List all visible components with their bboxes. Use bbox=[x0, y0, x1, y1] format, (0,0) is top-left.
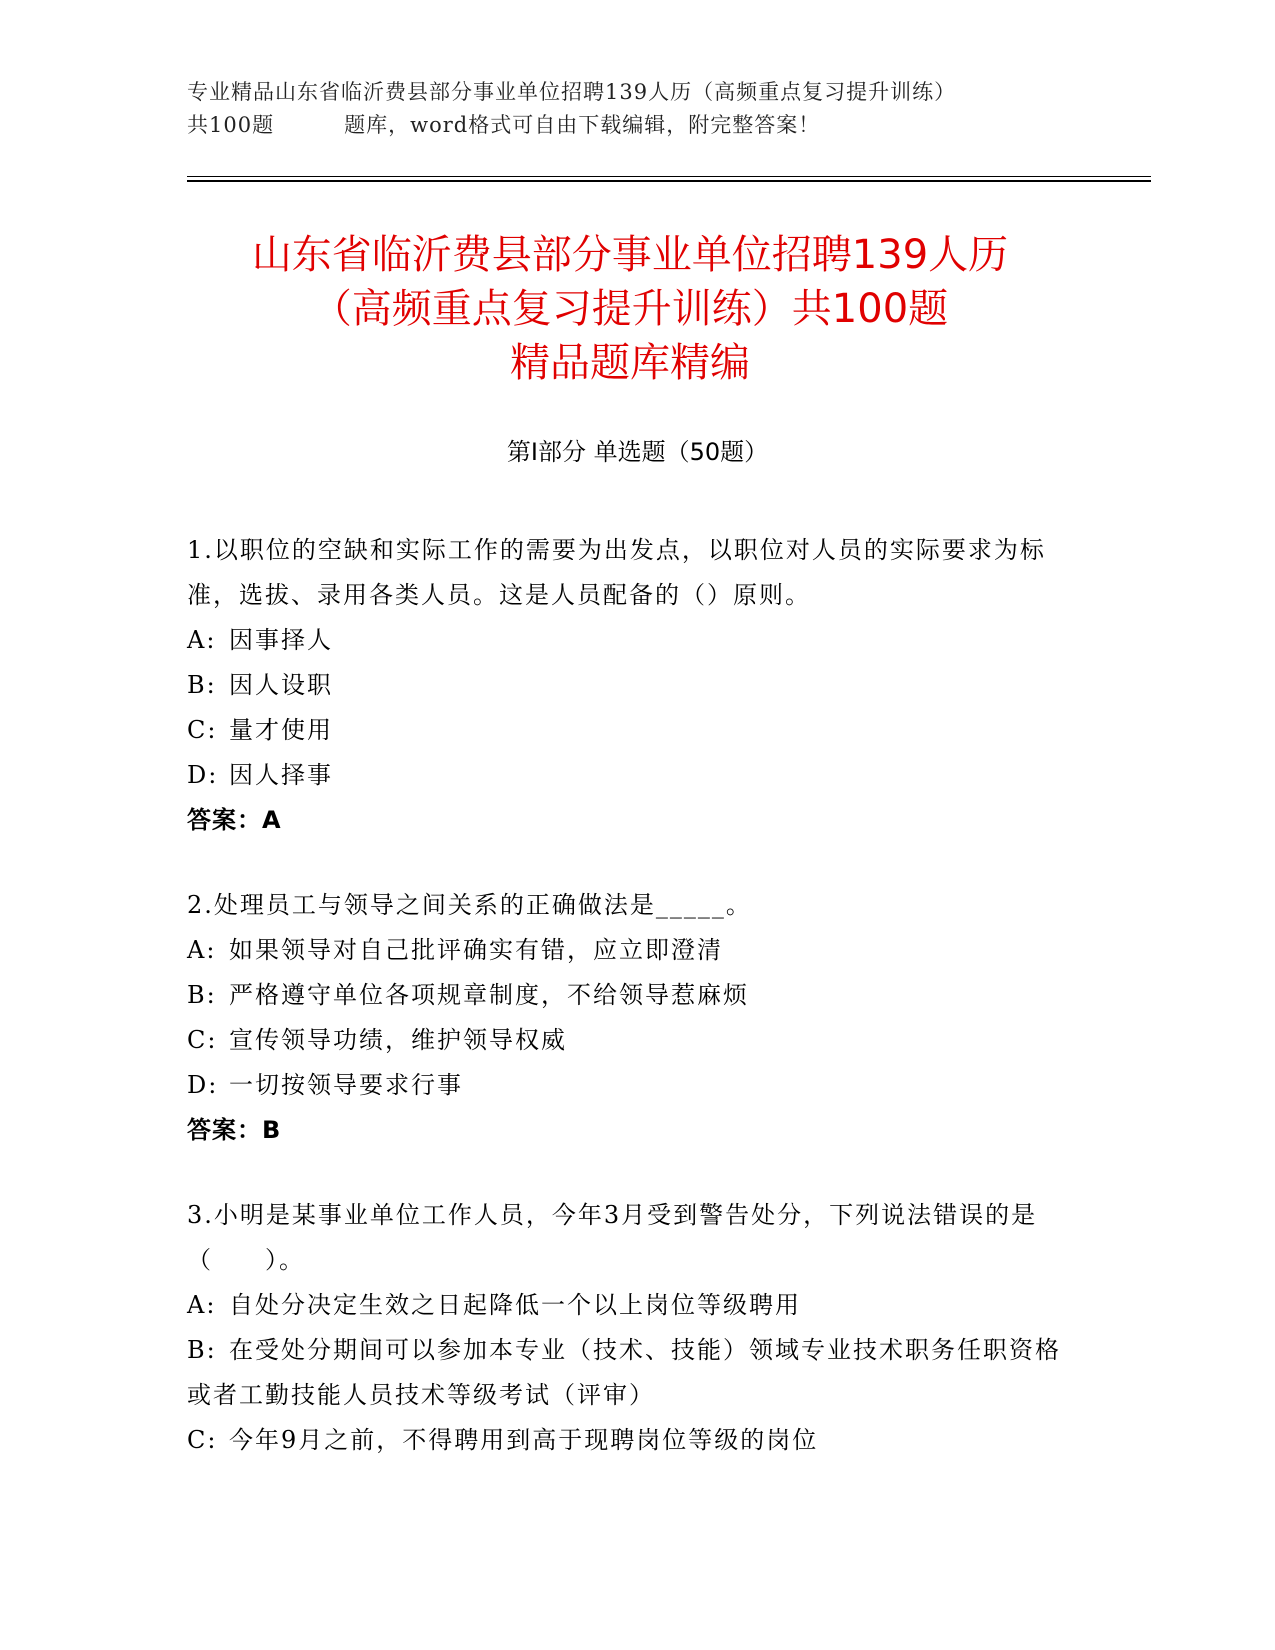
header-line-1: 专业精品山东省临沂费县部分事业单位招聘139人历（高频重点复习提升训练） bbox=[187, 80, 957, 104]
option-b bbox=[187, 1328, 1067, 1418]
option-text: 自处分决定生效之日起降低一个以上岗位等级聘用 bbox=[229, 1291, 801, 1319]
option-key: A: bbox=[187, 626, 217, 654]
answer-label: 答案：A bbox=[187, 806, 282, 834]
option-d bbox=[187, 1063, 1067, 1108]
option-key: B: bbox=[187, 1336, 217, 1364]
option-text: 量才使用 bbox=[229, 716, 333, 744]
option-c bbox=[187, 1418, 1067, 1463]
option-key: A: bbox=[187, 936, 217, 964]
option-a bbox=[187, 618, 1067, 663]
option-key: B: bbox=[187, 671, 217, 699]
option-text: 严格遵守单位各项规章制度，不给领导惹麻烦 bbox=[229, 981, 749, 1009]
option-key: C: bbox=[187, 716, 218, 744]
question-2 bbox=[187, 883, 1067, 1153]
option-text: 一切按领导要求行事 bbox=[229, 1071, 463, 1099]
option-text: 因事择人 bbox=[229, 626, 333, 654]
question-3 bbox=[187, 1193, 1067, 1463]
option-key: B: bbox=[187, 981, 217, 1009]
title-line-2: （高频重点复习提升训练）共100题 bbox=[311, 286, 949, 332]
option-text: 在受处分期间可以参加本专业（技术、技能）领域专业技术职务任职资格或者工勤技能人员技术等级考试（评审） bbox=[187, 1336, 1061, 1409]
option-key: D: bbox=[187, 1071, 219, 1099]
page-header bbox=[187, 76, 1147, 142]
header-divider-thick bbox=[187, 180, 1151, 182]
question-list bbox=[187, 528, 1067, 1503]
header-line-2 bbox=[187, 109, 1147, 142]
option-c bbox=[187, 1018, 1067, 1063]
option-text: 如果领导对自己批评确实有错，应立即澄清 bbox=[229, 936, 723, 964]
option-b bbox=[187, 973, 1067, 1018]
question-1 bbox=[187, 528, 1067, 843]
option-a bbox=[187, 1283, 1067, 1328]
header-description: 题库，word格式可自由下载编辑，附完整答案！ bbox=[344, 113, 821, 137]
option-a bbox=[187, 928, 1067, 973]
option-text: 因人择事 bbox=[229, 761, 333, 789]
question-stem: 3.小明是某事业单位工作人员，今年3月受到警告处分，下列说法错误的是（ ）。 bbox=[187, 1201, 1038, 1274]
document-title bbox=[180, 228, 1080, 390]
header-question-count: 共100题 bbox=[187, 113, 275, 137]
option-key: C: bbox=[187, 1426, 218, 1454]
option-text: 因人设职 bbox=[229, 671, 333, 699]
question-stem: 2.处理员工与领导之间关系的正确做法是_____。 bbox=[187, 891, 752, 919]
question-stem: 1.以职位的空缺和实际工作的需要为出发点，以职位对人员的实际要求为标准，选拔、录用各类人员。这是人员配备的（）原则。 bbox=[187, 536, 1046, 609]
option-text: 今年9月之前，不得聘用到高于现聘岗位等级的岗位 bbox=[229, 1426, 819, 1454]
title-line-3: 精品题库精编 bbox=[510, 340, 750, 386]
option-d bbox=[187, 753, 1067, 798]
section-title: 第I部分 单选题（50题） bbox=[506, 438, 769, 466]
option-key: C: bbox=[187, 1026, 218, 1054]
option-c bbox=[187, 708, 1067, 753]
header-divider-thin bbox=[187, 176, 1151, 177]
answer-label: 答案：B bbox=[187, 1116, 282, 1144]
title-line-1: 山东省临沂费县部分事业单位招聘139人历 bbox=[251, 232, 1009, 278]
option-text: 宣传领导功绩，维护领导权威 bbox=[229, 1026, 567, 1054]
option-b bbox=[187, 663, 1067, 708]
option-key: A: bbox=[187, 1291, 217, 1319]
option-key: D: bbox=[187, 761, 219, 789]
